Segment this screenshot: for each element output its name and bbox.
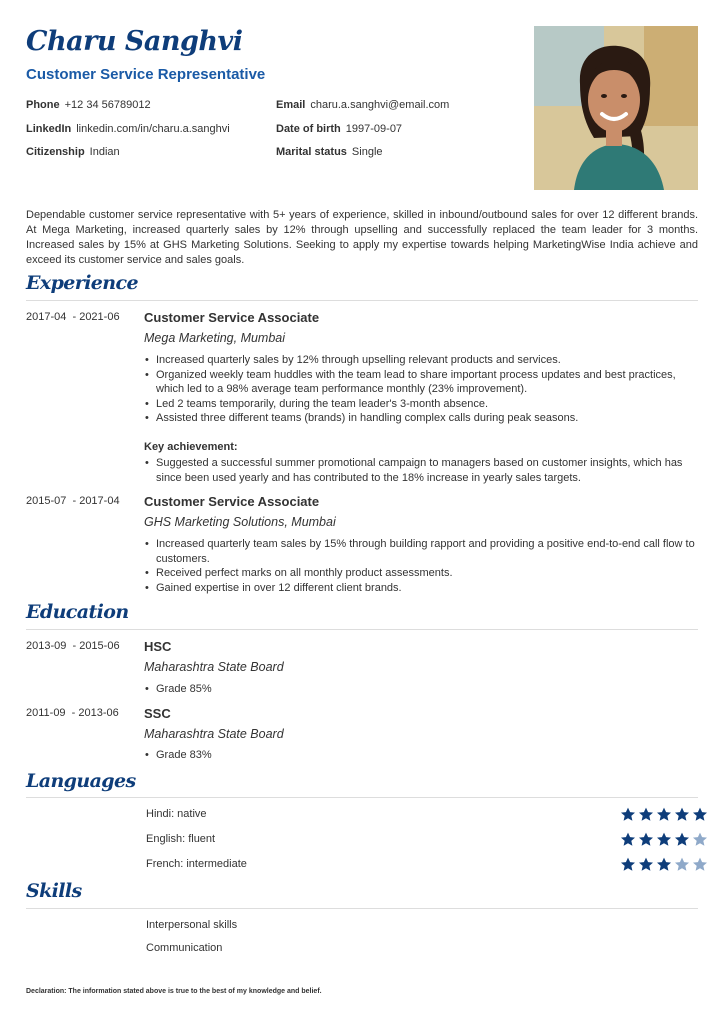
skills-heading: Skills: [26, 880, 82, 902]
contact-info-right: [276, 94, 449, 165]
list-item: • Grade 85%: [144, 682, 698, 697]
list-item: • Received perfect marks on all monthly product assessments.: [144, 566, 698, 581]
languages-divider: [26, 797, 698, 798]
list-item: • Gained expertise in over 12 different client brands.: [144, 581, 698, 596]
list-item: • Increased quarterly team sales by 15% through building rapport and providing a positive end-to-end call flow to customers.: [144, 537, 698, 566]
dob-value: 1997-09-07: [345, 122, 403, 135]
email-row: [276, 94, 449, 118]
star-filled-icon: [656, 807, 672, 821]
skill-item: Interpersonal skills: [146, 919, 238, 931]
declaration: Declaration: The information stated above is true to the best of my knowledge and belief.: [26, 988, 322, 995]
company-name: Mega Marketing, Mumbai: [144, 331, 286, 345]
experience-heading: Experience: [26, 272, 138, 294]
star-filled-icon: [638, 832, 654, 846]
phone-label: Phone: [26, 99, 60, 111]
email-value[interactable]: charu.a.sanghvi@email.com: [310, 99, 450, 111]
list-item: • Grade 83%: [144, 748, 698, 763]
degree-name: SSC: [144, 706, 171, 721]
education-heading: Education: [26, 601, 129, 623]
list-item: • Suggested a successful summer promotional campaign to managers based on customer insights, which has since been used yearly and has contributed to the 18% increase in yearly sales targets.: [144, 456, 698, 485]
profile-photo: [534, 26, 698, 190]
star-filled-icon: [620, 832, 636, 846]
languages-heading: Languages: [26, 770, 136, 792]
language-rating: [620, 832, 710, 846]
school-name: Maharashtra State Board: [144, 660, 284, 674]
job-dates: 2015-07 - 2017-04: [26, 495, 120, 507]
star-filled-icon: [656, 832, 672, 846]
language-rating: [620, 807, 710, 821]
education-dates: 2013-09 - 2015-06: [26, 640, 120, 652]
star-empty-icon: [692, 832, 708, 846]
job-title: Customer Service Associate: [144, 494, 320, 509]
job-bullets: [144, 353, 698, 426]
star-filled-icon: [620, 857, 636, 871]
education-divider: [26, 629, 698, 630]
school-name: Maharashtra State Board: [144, 727, 284, 741]
star-filled-icon: [692, 807, 708, 821]
skills-divider: [26, 908, 698, 909]
star-filled-icon: [620, 807, 636, 821]
star-filled-icon: [674, 832, 690, 846]
job-title: Customer Service Associate: [144, 310, 320, 325]
star-filled-icon: [656, 857, 672, 871]
citizenship-row: [26, 141, 230, 165]
citizenship-value: Indian: [89, 146, 120, 158]
star-empty-icon: [674, 857, 690, 871]
star-filled-icon: [638, 857, 654, 871]
key-achievement-label: Key achievement:: [144, 441, 238, 453]
linkedin-label: LinkedIn: [26, 122, 72, 135]
contact-info-left: [26, 94, 230, 165]
achievement-bullets: [144, 456, 698, 485]
education-bullets: [144, 682, 698, 697]
citizenship-label: Citizenship: [26, 146, 85, 158]
company-name: GHS Marketing Solutions, Mumbai: [144, 515, 336, 529]
dob-row: [276, 118, 449, 142]
marital-label: Marital status: [276, 146, 347, 158]
list-item: • Assisted three different teams (brands) in handling complex calls during peak seasons.: [144, 411, 698, 426]
skill-item: Communication: [146, 942, 223, 954]
degree-name: HSC: [144, 639, 172, 654]
language-rating: [620, 857, 710, 871]
star-filled-icon: [638, 807, 654, 821]
job-bullets: [144, 537, 698, 595]
experience-divider: [26, 300, 698, 301]
education-bullets: [144, 748, 698, 763]
language-label: English: fluent: [146, 833, 216, 845]
dob-label: Date of birth: [276, 122, 341, 135]
list-item: • Increased quarterly sales by 12% through upselling relevant products and services.: [144, 353, 698, 368]
list-item: • Organized weekly team huddles with the team lead to share important process updates and best practices, which led to a 98% average team performance monthly (23% improvement).: [144, 368, 698, 397]
linkedin-row: [26, 118, 230, 142]
linkedin-value[interactable]: linkedin.com/in/charu.a.sanghvi: [76, 122, 230, 135]
language-label: French: intermediate: [146, 858, 247, 870]
phone-value: +12 34 56789012: [64, 99, 151, 111]
email-label: Email: [276, 99, 306, 111]
profile-photo-illustration: [534, 26, 698, 190]
professional-summary: Dependable customer service representative with 5+ years of experience, skilled in inbound/outbound sales for over 12 different brands. At Mega Marketing, increased quarterly sales by 12% through upselling and successfully replaced the team leader for 3 months. Increased sales by 15% at GHS Marketing Solutions. Seeking to apply my expertise towards helping MarketingWise India achieve and exceed its customer service and sales goals.: [26, 209, 698, 266]
star-filled-icon: [674, 807, 690, 821]
phone-row: [26, 94, 230, 118]
candidate-name: Charu Sanghvi: [26, 26, 243, 57]
list-item: • Led 2 teams temporarily, during the team leader's 3-month absence.: [144, 397, 698, 412]
language-label: Hindi: native: [146, 808, 207, 820]
job-title: Customer Service Representative: [26, 66, 266, 83]
marital-value: Single: [351, 146, 383, 158]
education-dates: 2011-09 - 2013-06: [26, 707, 119, 719]
job-dates: 2017-04 - 2021-06: [26, 311, 120, 323]
star-empty-icon: [692, 857, 708, 871]
marital-row: [276, 141, 449, 165]
